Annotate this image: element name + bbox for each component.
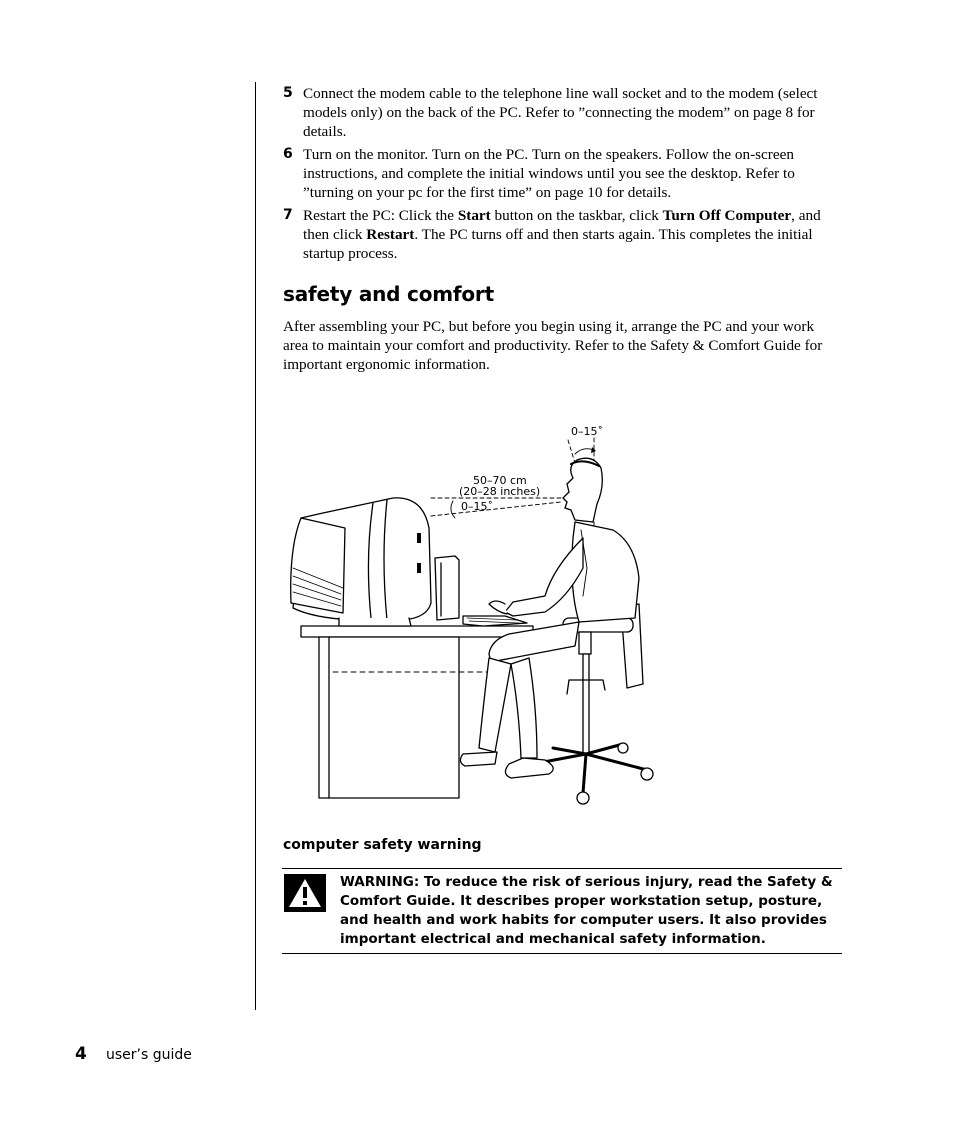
step-number: 6 [283, 146, 293, 162]
step-text: Connect the modem cable to the telephone line wall socket and to the modem (select models only) on the back of the PC. Refer to ”connecting the modem” on page 8 for details. [303, 85, 818, 140]
step-number: 5 [283, 85, 293, 101]
head-angle-label: 0–15˚ [571, 425, 603, 438]
section-intro: After assembling your PC, but before you begin using it, arrange the PC and your work area to maintain your comfort and productivity. Refer to the Safety & Comfort Guide for important ergonomic information. [283, 318, 823, 373]
step-text: button on the taskbar, click [490, 207, 663, 224]
step-text: . The PC turns off and then starts again. This completes the initial startup process. [303, 226, 813, 262]
step-text: Turn on the monitor. Turn on the PC. Turn on the speakers. Follow the on-screen instructions, and complete the initial windows until you see the desktop. Refer to ”turning on your pc for the first time” on page 10 for details. [303, 146, 795, 201]
ui-term-turn-off-computer: Turn Off Computer [662, 207, 792, 224]
warning-icon [284, 874, 326, 912]
margin-rule [255, 82, 256, 1010]
step-6 [283, 145, 843, 202]
warning-subhead: computer safety warning [283, 837, 482, 853]
eye-angle-label: 0–15˚ [461, 500, 493, 513]
ui-term-restart: Restart [366, 226, 415, 243]
step-7 [283, 206, 843, 263]
ui-term-start: Start [457, 207, 491, 224]
warning-rule-top [282, 868, 842, 869]
page-number: 4 [75, 1044, 87, 1064]
warning-rule-bottom [282, 953, 842, 954]
step-text: Restart the PC: Click the [303, 207, 458, 224]
distance-cm-label: 50–70 cm [473, 474, 527, 487]
section-title: safety and comfort [283, 282, 494, 306]
warning-text: WARNING: To reduce the risk of serious injury, read the Safety & Comfort Guide. It describes proper workstation setup, posture, and health and work habits for computer users. It also provides important electrical and mechanical safety information. [340, 874, 833, 947]
footer-title: user’s guide [106, 1047, 192, 1063]
step-number: 7 [283, 207, 293, 223]
step-list [283, 84, 843, 267]
step-text: , and then click [303, 207, 821, 243]
distance-in-label: (20–28 inches) [459, 485, 541, 498]
step-5 [283, 84, 843, 141]
ergonomic-illustration [283, 418, 663, 813]
